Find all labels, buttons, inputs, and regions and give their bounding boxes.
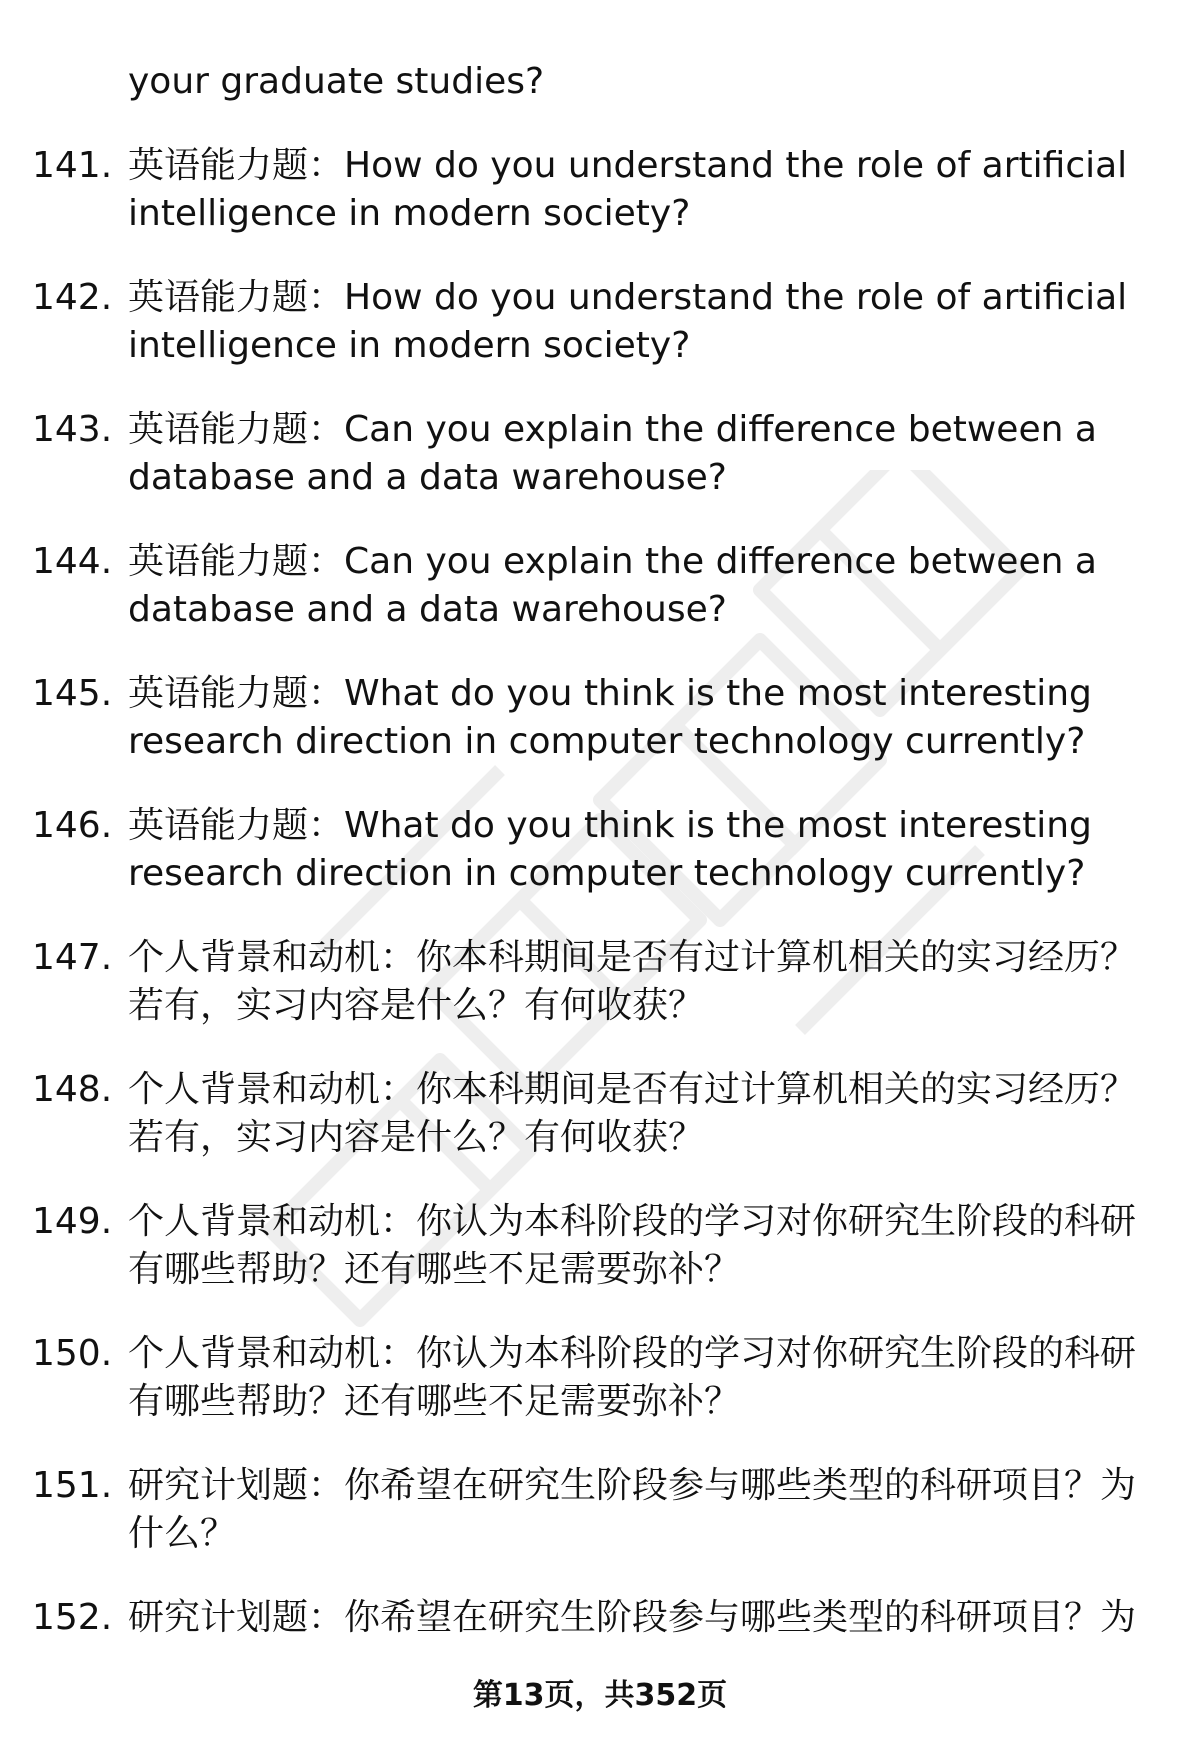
question-line: 英语能力题：What do you think is the most interesting (128, 673, 1092, 714)
question-number: 150. (32, 1333, 113, 1374)
question-item (0, 1066, 1200, 1198)
question-number: 147. (32, 937, 113, 978)
question-item (0, 1330, 1200, 1462)
question-text (128, 1066, 1138, 1162)
question-number: 148. (32, 1069, 113, 1110)
question-line: 个人背景和动机：你认为本科阶段的学习对你研究生阶段的科研 (128, 1333, 1137, 1374)
question-line: 若有，实习内容是什么？有何收获？ (128, 1117, 705, 1158)
question-line: 什么？ (128, 1513, 237, 1554)
question-line: 若有，实习内容是什么？有何收获？ (128, 985, 705, 1026)
question-list (0, 142, 1200, 1726)
question-text (128, 802, 1138, 898)
continuation-text: your graduate studies? (128, 61, 545, 102)
question-line: 个人背景和动机：你本科期间是否有过计算机相关的实习经历？ (128, 937, 1137, 978)
question-line: 英语能力题：Can you explain the difference between a (128, 409, 1097, 450)
question-item (0, 142, 1200, 274)
question-number: 142. (32, 277, 113, 318)
question-item (0, 406, 1200, 538)
question-number: 149. (32, 1201, 113, 1242)
question-line: database and a data warehouse? (128, 457, 727, 498)
question-item (0, 802, 1200, 934)
question-line: 英语能力题：Can you explain the difference between a (128, 541, 1097, 582)
question-number: 143. (32, 409, 113, 450)
question-line: 个人背景和动机：你认为本科阶段的学习对你研究生阶段的科研 (128, 1201, 1137, 1242)
question-text (128, 934, 1138, 1030)
question-item (0, 934, 1200, 1066)
question-number: 141. (32, 145, 113, 186)
question-line: research direction in computer technology currently? (128, 853, 1086, 894)
question-line: 研究计划题：你希望在研究生阶段参与哪些类型的科研项目？为 (128, 1465, 1137, 1506)
question-text (128, 538, 1138, 634)
question-text (128, 1594, 1138, 1642)
question-text (128, 142, 1138, 238)
question-number: 152. (32, 1597, 113, 1638)
question-item (0, 274, 1200, 406)
question-number: 145. (32, 673, 113, 714)
question-item (0, 1462, 1200, 1594)
question-line: intelligence in modern society? (128, 325, 691, 366)
question-text (128, 670, 1138, 766)
question-item (0, 538, 1200, 670)
question-text (128, 274, 1138, 370)
question-line: 英语能力题：How do you understand the role of artificial (128, 277, 1128, 318)
question-number: 144. (32, 541, 113, 582)
question-line: 英语能力题：How do you understand the role of artificial (128, 145, 1128, 186)
question-line: 个人背景和动机：你本科期间是否有过计算机相关的实习经历？ (128, 1069, 1137, 1110)
question-line: 有哪些帮助？还有哪些不足需要弥补？ (128, 1381, 741, 1422)
question-item (0, 1198, 1200, 1330)
question-number: 151. (32, 1465, 113, 1506)
question-text (128, 1330, 1138, 1426)
question-line: database and a data warehouse? (128, 589, 727, 630)
question-line: intelligence in modern society? (128, 193, 691, 234)
question-number: 146. (32, 805, 113, 846)
question-line: 英语能力题：What do you think is the most interesting (128, 805, 1092, 846)
question-item (0, 670, 1200, 802)
question-line: 有哪些帮助？还有哪些不足需要弥补？ (128, 1249, 741, 1290)
question-text (128, 1462, 1138, 1558)
page-footer: 第13页，共352页 (472, 1678, 728, 1713)
question-text (128, 406, 1138, 502)
question-line: 研究计划题：你希望在研究生阶段参与哪些类型的科研项目？为 (128, 1597, 1137, 1638)
question-line: research direction in computer technology currently? (128, 721, 1086, 762)
question-text (128, 1198, 1138, 1294)
